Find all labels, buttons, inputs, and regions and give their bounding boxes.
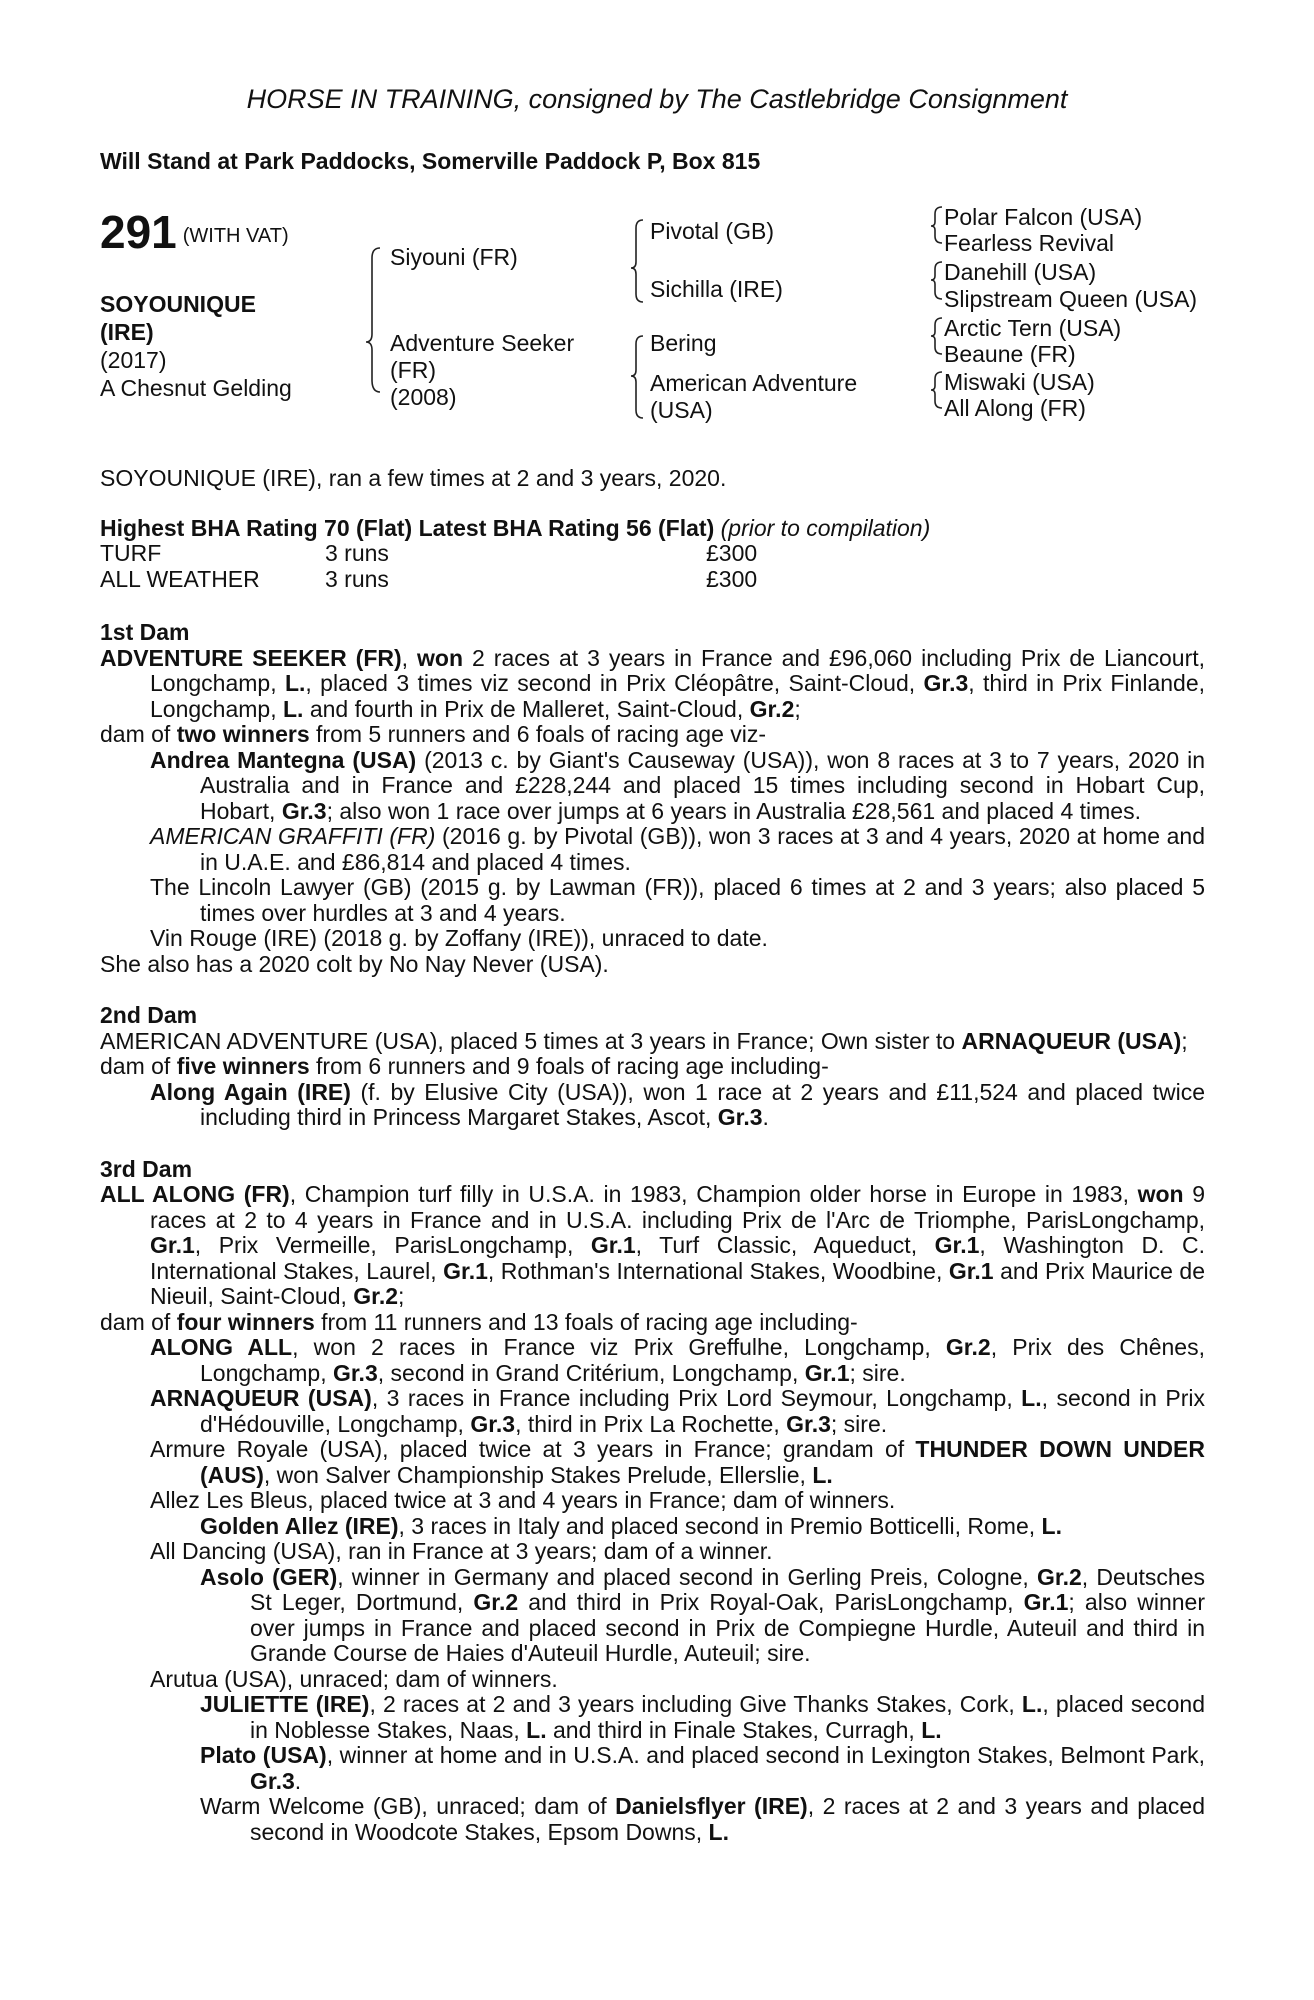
lot-number: 291 xyxy=(100,206,177,258)
pedigree-dam-sire: Bering xyxy=(650,330,717,356)
page-title: HORSE IN TRAINING, consigned by The Castlebridge Consignment xyxy=(246,84,1068,114)
pedigree-dam-name: Adventure Seeker xyxy=(390,330,575,356)
third-dam-heading: 3rd Dam xyxy=(100,1155,193,1182)
rating-bold: Highest BHA Rating 70 (Flat) Latest BHA Rating 56 (Flat) xyxy=(100,514,715,541)
pedigree-g8: All Along (FR) xyxy=(944,395,1086,421)
third-dam-progeny-all-dancing: All Dancing (USA), ran in France at 3 years; dam of a winner. xyxy=(150,1538,773,1564)
rating-note: (prior to compilation) xyxy=(720,514,931,541)
pedigree-dam-year: (2008) xyxy=(390,384,457,410)
rating-row-turf xyxy=(100,541,1205,567)
third-dam-progeny-arutua: Arutua (USA), unraced; dam of winners. xyxy=(150,1665,558,1692)
first-dam-produce: dam of two winners from 5 runners and 6 foals of racing age viz- xyxy=(100,721,767,747)
first-dam-progeny-5: She also has a 2020 colt by No Nay Never (USA). xyxy=(100,950,609,977)
pedigree-dam xyxy=(390,330,574,411)
first-dam-progeny-3: The Lincoln Lawyer (GB) (2015 g. by Lawman (FR)), placed 6 times at 2 and 3 years; also placed 5 times over hurdles at 3 and 4 years. xyxy=(150,874,1205,926)
first-dam-record: ADVENTURE SEEKER (FR), won 2 races at 3 years in France and £96,060 including Prix de Liancourt, Longchamp, L., placed 3 times viz second in Prix Cléopâtre, Saint-Cloud, Gr.3, third in Prix Finlande, Longchamp, L. and fourth in Prix de Malleret, Saint-Cloud, Gr.2; xyxy=(100,644,1206,722)
third-dam-progeny-armure-royale: Armure Royale (USA), placed twice at 3 years in France; grandam of THUNDER DOWN UNDER (AUS), won Salver Championship Stakes Prelude, Ellerslie, L. xyxy=(150,1436,1205,1488)
third-dam-progeny-plato: Plato (USA), winner at home and in U.S.A. and placed second in Lexington Stakes, Belmont Park, Gr.3. xyxy=(200,1742,1205,1794)
third-dam-progeny-juliette: JULIETTE (IRE), 2 races at 2 and 3 years including Give Thanks Stakes, Cork, L., placed second in Noblesse Stakes, Naas, L. and third in Finale Stakes, Curragh, L. xyxy=(200,1691,1206,1743)
second-dam-record: AMERICAN ADVENTURE (USA), placed 5 times at 3 years in France; Own sister to ARNAQUEUR (USA); xyxy=(100,1027,1188,1054)
horse-description: A Chesnut Gelding xyxy=(100,374,292,401)
pedigree-g7: Miswaki (USA) xyxy=(944,369,1095,395)
horse-year: (2017) xyxy=(100,346,167,373)
third-dam-progeny-warm-welcome: Warm Welcome (GB), unraced; dam of Danielsflyer (IRE), 2 races at 2 and 3 years and placed second in Woodcote Stakes, Epsom Downs, L. xyxy=(200,1793,1206,1845)
third-dam-produce: dam of four winners from 11 runners and 13 foals of racing age including- xyxy=(100,1308,858,1335)
first-dam-progeny-2: AMERICAN GRAFFITI (FR) (2016 g. by Pivotal (GB)), won 3 races at 3 and 4 years, 2020 at home and in U.A.E. and £86,814 and placed 4 times. xyxy=(150,823,1205,875)
pedigree-dam-dam-origin: (USA) xyxy=(650,397,713,423)
second-dam-progeny-1: Along Again (IRE) (f. by Elusive City (USA)), won 1 race at 2 years and £11,524 and placed twice including third in Princess Margaret Stakes, Ascot, Gr.3. xyxy=(150,1078,1206,1130)
pedigree-dam-dam xyxy=(650,370,857,424)
pedigree-g6: Beaune (FR) xyxy=(944,341,1076,367)
pedigree-sire: Siyouni (FR) xyxy=(390,244,518,270)
first-dam-heading: 1st Dam xyxy=(100,619,190,645)
rating-prize: £300 xyxy=(706,565,758,592)
rating-prize: £300 xyxy=(706,540,758,566)
second-dam-heading: 2nd Dam xyxy=(100,1002,198,1028)
third-dam-progeny-arnaqueur: ARNAQUEUR (USA), 3 races in France including Prix Lord Seymour, Longchamp, L., second in Prix d'Hédouville, Longchamp, Gr.3, third in Prix La Rochette, Gr.3; sire. xyxy=(150,1385,1205,1437)
first-dam-progeny-4: Vin Rouge (IRE) (2018 g. by Zoffany (IRE)), unraced to date. xyxy=(150,925,768,951)
pedigree-g2: Fearless Revival xyxy=(944,230,1114,256)
pedigree-g4: Slipstream Queen (USA) xyxy=(944,286,1198,312)
pedigree-dam-origin: (FR) xyxy=(390,357,436,383)
pedigree-sire-sire: Pivotal (GB) xyxy=(650,218,774,244)
third-dam-progeny-along-all: ALONG ALL, won 2 races in France viz Prix Greffulhe, Longchamp, Gr.2, Prix des Chênes, Longchamp, Gr.3, second in Grand Critérium, Longchamp, Gr.1; sire. xyxy=(150,1334,1205,1386)
rating-line xyxy=(100,516,1205,542)
rating-row-aw xyxy=(100,567,1205,593)
pedigree-g3: Danehill (USA) xyxy=(944,259,1097,285)
third-dam-progeny-asolo: Asolo (GER), winner in Germany and placed second in Gerling Preis, Cologne, Gr.2, Deutsches St Leger, Dortmund, Gr.2 and third in Prix Royal-Oak, ParisLongchamp, Gr.1; also winner over jumps in France and placed second in Prix de Compiegne Hurdle, Auteuil and third in Grande Course de Haies d'Auteuil Hurdle, Auteuil; sire. xyxy=(200,1563,1205,1666)
second-dam-produce: dam of five winners from 6 runners and 9 foals of racing age including- xyxy=(100,1053,829,1079)
third-dam-progeny-golden-allez: Golden Allez (IRE), 3 races in Italy and placed second in Premio Botticelli, Rome, L. xyxy=(200,1512,1062,1539)
stand-location: Will Stand at Park Paddocks, Somerville Paddock P, Box 815 xyxy=(100,148,761,174)
pedigree-g5: Arctic Tern (USA) xyxy=(944,315,1122,341)
rating-surface: TURF xyxy=(100,540,162,566)
rating-runs: 3 runs xyxy=(325,540,389,566)
horse-name: SOYOUNIQUE xyxy=(100,290,256,317)
pedigree-sire-dam: Sichilla (IRE) xyxy=(650,276,783,302)
pedigree-dam-dam-name: American Adventure xyxy=(650,370,858,396)
pedigree-g1: Polar Falcon (USA) xyxy=(944,204,1143,230)
rating-runs: 3 runs xyxy=(325,565,389,592)
vat-label: (WITH VAT) xyxy=(182,224,289,247)
rating-surface: ALL WEATHER xyxy=(100,565,260,592)
race-summary: SOYOUNIQUE (IRE), ran a few times at 2 and 3 years, 2020. xyxy=(100,465,727,491)
race-record xyxy=(100,466,1205,1845)
first-dam-progeny-1: Andrea Mantegna (USA) (2013 c. by Giant's Causeway (USA)), won 8 races at 3 to 7 years, 2020 in Australia and in France and £228,244 and placed 15 times including second in Hobart Cup, Hobart, Gr.3; also won 1 race over jumps at 6 years in Australia £28,561 and placed 4 times. xyxy=(150,746,1205,824)
third-dam-record: ALL ALONG (FR), Champion turf filly in U.S.A. in 1983, Champion older horse in Europe in 1983, won 9 races at 2 to 4 years in France and in U.S.A. including Prix de l'Arc de Triomphe, ParisLongchamp, Gr.1, Prix Vermeille, ParisLongchamp, Gr.1, Turf Classic, Aqueduct, Gr.1, Washington D. C. International Stakes, Laurel, Gr.1, Rothman's International Stakes, Woodbine, Gr.1 and Prix Maurice de Nieuil, Saint-Cloud, Gr.2; xyxy=(100,1181,1206,1309)
horse-origin: (IRE) xyxy=(100,318,154,345)
third-dam-progeny-allez-les-bleus: Allez Les Bleus, placed twice at 3 and 4 years in France; dam of winners. xyxy=(150,1487,896,1513)
